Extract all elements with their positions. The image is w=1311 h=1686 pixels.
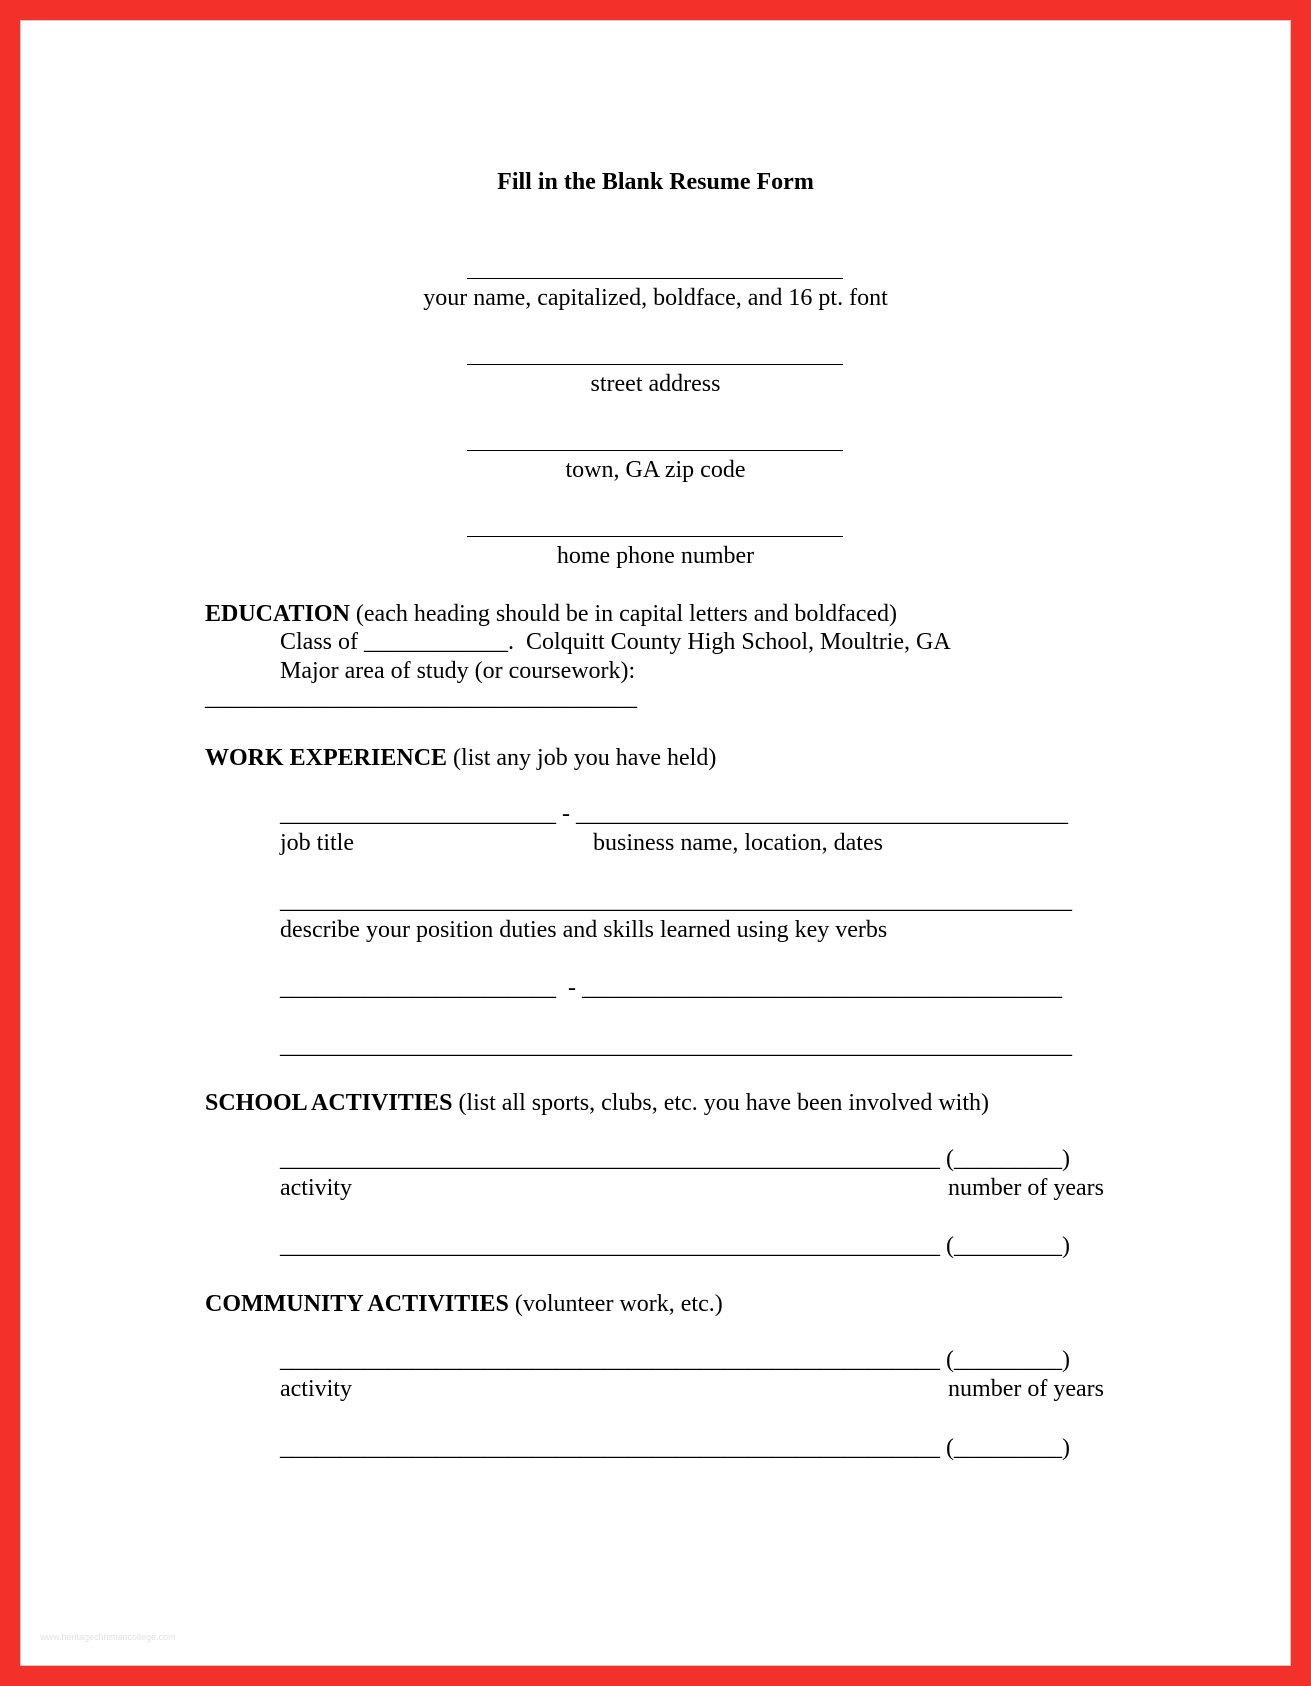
education-class-of: Class of ____________. Colquitt County High School, Moultrie, GA [280,629,951,655]
school-row-line-2: _______________________________________________________ (_________) [280,1233,1070,1259]
work-line-1: _______________________ - _________________________________________ [280,801,1068,827]
community-heading: COMMUNITY ACTIVITIES [205,1291,509,1317]
street-blank-line [467,364,843,365]
community-heading-row [205,1290,723,1318]
watermark: www.heritagechristiancollege.com [40,1632,176,1642]
education-note: (each heading should be in capital letters and boldfaced) [349,601,898,627]
community-note: (volunteer work, etc.) [508,1291,723,1317]
town-label: town, GA zip code [565,457,746,483]
community-activity-label: activity [280,1376,352,1402]
school-heading: SCHOOL ACTIVITIES [205,1090,453,1116]
phone-blank-line [467,536,843,537]
page-title: Fill in the Blank Resume Form [497,169,814,195]
community-row-line-2: _______________________________________________________ (_________) [280,1435,1070,1461]
work-job-title-label: job title [280,830,354,856]
school-note: (list all sports, clubs, etc. you have been involved with) [452,1090,989,1116]
work-describe-label: describe your position duties and skills learned using key verbs [280,917,888,943]
work-heading: WORK EXPERIENCE [205,745,448,771]
school-years-label: number of years [948,1175,1104,1201]
school-row-line-1: _______________________________________________________ (_________) [280,1146,1070,1172]
community-years-label: number of years [948,1376,1104,1402]
education-major-line: ____________________________________ [205,685,637,711]
phone-label: home phone number [556,543,755,569]
education-major: Major area of study (or coursework): [280,658,636,684]
street-label: street address [590,371,721,397]
education-heading: EDUCATION [205,601,350,627]
name-blank-line [467,278,843,279]
community-row-line-1: _______________________________________________________ (_________) [280,1347,1070,1373]
work-describe-line: __________________________________________________________________ [280,888,1072,914]
work-note: (list any job you have held) [447,745,717,771]
town-blank-line [467,450,843,451]
work-line-2: _______________________ - ________________________________________ [280,975,1062,1001]
school-heading-row [205,1089,989,1117]
education-heading-row [205,600,897,628]
school-activity-label: activity [280,1175,352,1201]
work-line-3: __________________________________________________________________ [280,1033,1072,1059]
work-heading-row [205,744,716,772]
work-business-label: business name, location, dates [593,830,883,856]
name-label: your name, capitalized, boldface, and 16 pt. font [423,285,888,311]
